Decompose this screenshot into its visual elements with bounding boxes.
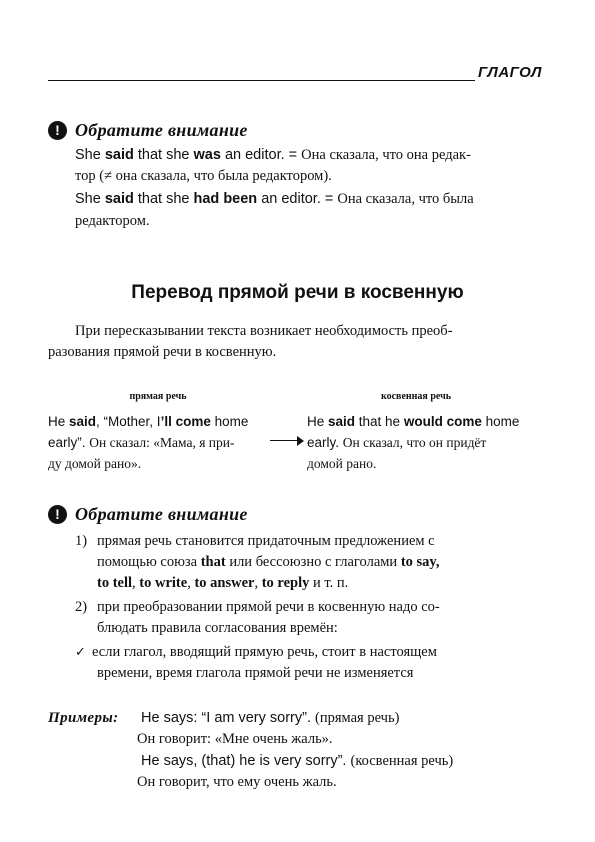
rule2-number: 2) [75,599,88,615]
example-line3: He says, (that) he is very sorry”. (косвенная речь) [141,753,454,769]
arrow-line [270,440,300,441]
example-line2: Он говорит: «Мне очень жаль». [137,731,333,747]
example-line4: Он говорит, что ему очень жаль. [137,774,337,790]
indirect-line2: early. Он сказал, что он придёт [307,435,487,450]
exclamation-icon: ! [48,121,67,140]
note-heading [48,118,248,142]
note1-line3: She said that she had been an editor. = Она сказала, что была [75,191,474,207]
note-label: Обратите внимание [75,119,248,140]
check-line1: если глагол, вводящий прямую речь, стоит в настоящем [92,644,437,660]
intro-line2: разования прямой речи в косвенную. [48,344,277,360]
check-icon: ✓ [75,645,86,660]
note1-line1: She said that she was an editor. = Она сказала, что она редак- [75,147,471,163]
rule1-number: 1) [75,533,88,549]
rule2-line1: при преобразовании прямой речи в косвенную надо со- [97,599,440,615]
direct-line1: He said, “Mother, I’ll come home [48,414,249,429]
intro-line1: При пересказывании текста возникает необходимость преоб- [75,323,453,339]
chapter-title: ГЛАГОЛ [478,64,542,81]
arrow-right-icon [297,436,304,446]
direct-line2: early”. Он сказал: «Мама, я при- [48,435,235,450]
note1-line2: тор (≠ она сказала, что была редактором). [75,168,332,184]
rule1-line2: помощью союза that или бессоюзно с глаголами to say, [97,554,440,570]
note1-line4: редактором. [75,213,150,229]
note-label: Обратите внимание [75,503,248,524]
header-rule [48,80,475,81]
direct-line3: ду домой рано». [48,456,142,471]
check-line2: времени, время глагола прямой речи не изменяется [97,665,414,681]
indirect-line3: домой рано. [307,456,377,471]
example-line1: He says: “I am very sorry”. (прямая речь) [141,710,400,726]
exclamation-icon: ! [48,505,67,524]
rule1-line3: to tell, to write, to answer, to reply и т. п. [97,575,349,591]
rule2-line2: блюдать правила согласования времён: [97,620,338,636]
rule1-line1: прямая речь становится придаточным предложением с [97,533,435,549]
direct-speech-header: прямая речь [129,391,187,402]
note-heading [48,502,248,526]
examples-label: Примеры: [48,710,119,726]
indirect-line1: He said that he would come home [307,414,520,429]
indirect-speech-header: косвенная речь [380,391,452,402]
section-title: Перевод прямой речи в косвенную [131,282,464,303]
